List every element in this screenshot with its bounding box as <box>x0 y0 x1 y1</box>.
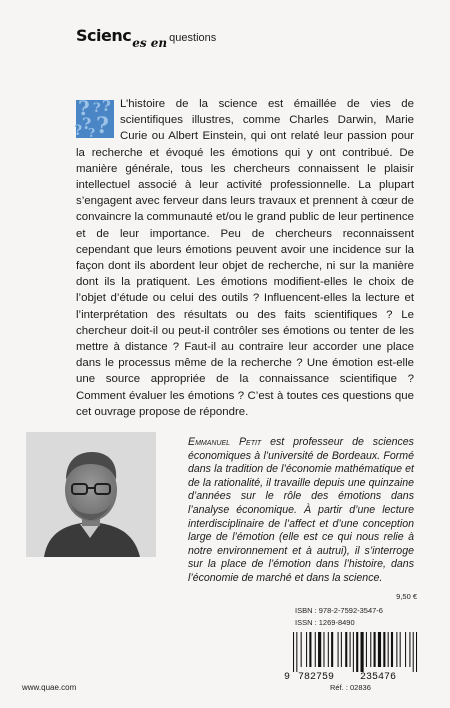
barcode-bar <box>328 632 329 667</box>
barcode-bar <box>318 632 321 667</box>
barcode-bar <box>370 632 371 667</box>
barcode-bar <box>356 632 358 672</box>
reference-number: Réf. : 02836 <box>330 683 371 692</box>
publisher-website: www.quae.com <box>22 683 77 692</box>
barcode-right-digits: 235476 <box>360 672 397 683</box>
barcode-bar <box>309 632 311 667</box>
author-bio-text: est professeur de sciences économiques à l’université de Bordeaux. Formé dans la tradition de l’économie mathématique et de la rationalité, il travaille depuis une quinzaine d’années sur le rôle des émotions dans l’analyse économique. À partir d’une lecture interdisciplinaire de l’affect et d’une conception large de l’émotion (elle est ce qui nous relie à notre environnement et à autrui), il s’interroge sur la place de l’émotion dans l’histoire, dans l’économie de marché et dans la science. <box>188 436 414 584</box>
barcode-bars <box>283 632 421 672</box>
barcode-bar <box>388 632 389 667</box>
author-bio <box>188 436 414 586</box>
barcode-bar <box>416 632 417 672</box>
barcode-bar <box>374 632 376 667</box>
book-identifiers <box>295 605 383 628</box>
barcode-left-digits: 782759 <box>298 672 335 683</box>
barcode-bar <box>293 632 294 672</box>
barcode-bar <box>296 632 297 672</box>
barcode-bar <box>413 632 414 672</box>
barcode-bar <box>331 632 333 667</box>
logo-sciences-text: Scienc <box>76 26 132 45</box>
question-marks-icon: ? ? ? ? ? ? ? <box>76 100 114 138</box>
barcode <box>283 632 421 683</box>
barcode-first-digit: 9 <box>284 672 291 683</box>
barcode-bar <box>378 632 381 667</box>
barcode-bar <box>323 632 324 667</box>
logo-en-text: es en <box>132 36 168 50</box>
barcode-bar <box>301 632 302 667</box>
author-photo <box>26 432 156 557</box>
barcode-bar <box>391 632 393 667</box>
barcode-bar <box>345 632 347 667</box>
barcode-bar <box>353 632 354 672</box>
price: 9,50 € <box>396 592 417 601</box>
barcode-bar <box>409 632 410 667</box>
barcode-bar <box>366 632 367 667</box>
barcode-bar <box>306 632 307 667</box>
issn: ISSN : 1269-8490 <box>295 617 355 627</box>
author-portrait-image <box>26 432 156 557</box>
barcode-bar <box>383 632 385 667</box>
barcode-bar <box>361 632 364 672</box>
barcode-bar <box>315 632 316 667</box>
series-logo <box>76 26 217 50</box>
author-name: Emmanuel Petit <box>188 436 262 448</box>
isbn: ISBN : 978-2-7592-3547-6 <box>295 606 383 615</box>
logo-questions-text: questions <box>169 32 217 44</box>
barcode-bar <box>350 632 351 667</box>
barcode-bar <box>400 632 401 667</box>
barcode-bar <box>396 632 397 667</box>
barcode-bar <box>338 632 339 667</box>
barcode-bar <box>341 632 342 667</box>
back-cover-blurb: L’histoire de la science est émaillée de vies de scientifiques illustres, comme Charles Darwin, Marie Curie ou Albert Einstein, qui ont relaté leur passion pour la recherche et évoqué les émotions qui y ont contribué. De manière générale, tous les chercheurs connaissent le plaisir intellectuel associé à leur activité professionnelle. La plupart s’engagent avec ferveur dans leurs travaux et prennent à cœur de convaincre la communauté et/ou le grand public de leur pertinence et de leur importance. Peu de chercheurs reconnaissent cependant que leurs émotions peuvent avoir une incidence sur la façon dont ils abordent leur objet de recherche, ni sur la manière dont ils la pratiquent. Les émotions modifient-elles le choix de l’objet d’étude ou celui des outils ? Influencent-elles la lecture et l’interprétation des résultats ou des faits scientifiques ? Le chercheur doit-il ou peut-il contrôler ses émotions ou tenter de les mettre à distance ? Faut-il au contraire leur accorder une place dans le processus même de la recherche ? Une émotion est-elle une source appropriée de la connaissance scientifique ? Comment évaluer les émotions ? C’est à toutes ces questions que cet ouvrage propose de répondre. <box>76 98 414 418</box>
barcode-bar <box>405 632 406 667</box>
